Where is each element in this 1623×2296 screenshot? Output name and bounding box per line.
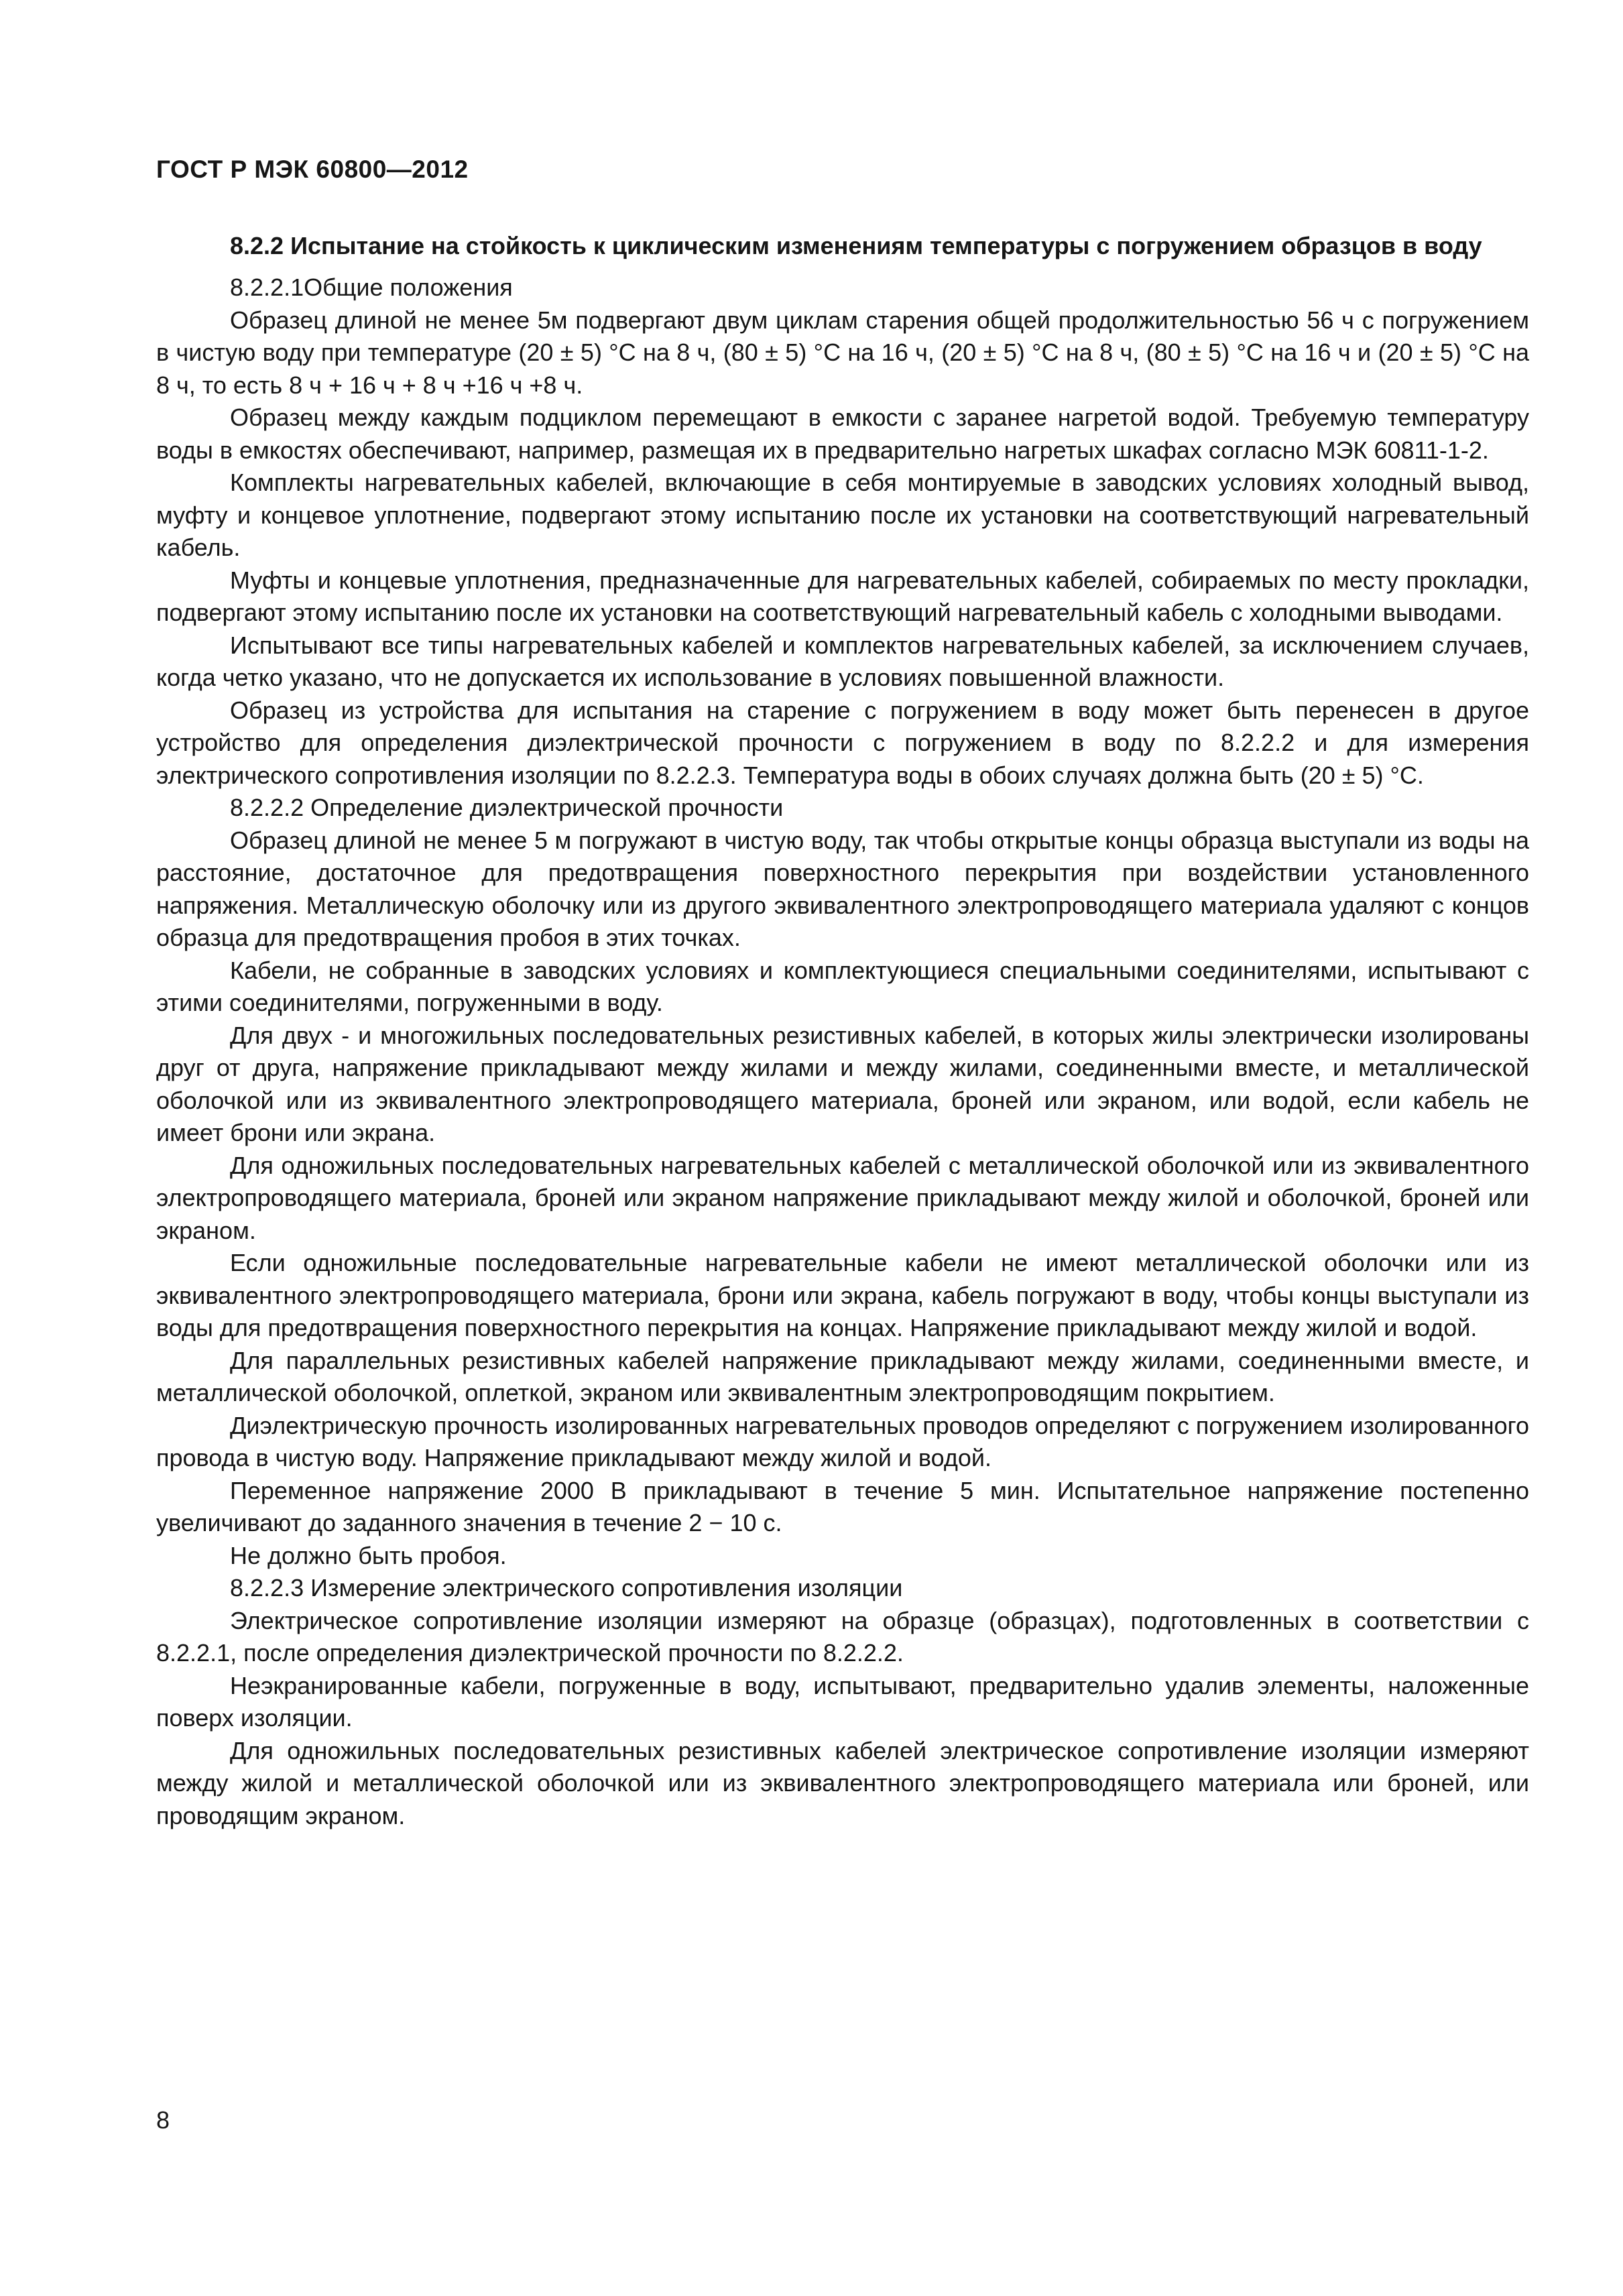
page-number: 8 — [156, 2106, 170, 2134]
paragraph: Переменное напряжение 2000 В прикладывают в течение 5 мин. Испытательное напряжение постепенно увеличивают до заданного значения в течение 2 − 10 с. — [156, 1476, 1529, 1536]
paragraph: Комплекты нагревательных кабелей, включающие в себя монтируемые в заводских условиях холодный вывод, муфту и концевое уплотнение, подвергают этому испытанию после их установки на соответствующий нагревательный кабель. — [156, 469, 1529, 561]
subsection-heading: 8.2.2.1Общие положения — [230, 274, 513, 301]
paragraph: Диэлектрическую прочность изолированных нагревательных проводов определяют с погружением изолированного провода в чистую воду. Напряжение прикладывают между жилой и водой. — [156, 1411, 1529, 1471]
paragraph: Образец между каждым подциклом перемещают в емкости с заранее нагретой водой. Требуемую температуру воды в емкостях обеспечивают, например, размещая их в предварительно нагретых шкафах согласно МЭК 60811-1-2. — [156, 404, 1529, 464]
document-header: ГОСТ Р МЭК 60800—2012 — [156, 156, 469, 183]
paragraph: Кабели, не собранные в заводских условиях и комплектующиеся специальными соединителями, испытывают с этими соединителями, погруженными в воду. — [156, 956, 1529, 1016]
paragraph: Для параллельных резистивных кабелей напряжение прикладывают между жилами, соединенными вместе, и металлической оболочкой, оплеткой, экраном или эквивалентным электропроводящим покрытием. — [156, 1346, 1529, 1406]
paragraph: Неэкранированные кабели, погруженные в воду, испытывают, предварительно удалив элементы, наложенные поверх изоляции. — [156, 1671, 1529, 1732]
paragraph: Для одножильных последовательных нагревательных кабелей с металлической оболочкой или из эквивалентного электропроводящего материала, броней или экраном напряжение прикладывают между жилой и оболочкой, броней или экраном. — [156, 1151, 1529, 1244]
paragraph: Если одножильные последовательные нагревательные кабели не имеют металлической оболочки или из эквивалентного электропроводящего материала, брони или экрана, кабель погружают в воду, чтобы концы выступали из воды для предотвращения поверхностного перекрытия на концах. Напряжение прикладывают между жилой и водой. — [156, 1249, 1529, 1341]
paragraph: Образец длиной не менее 5м подвергают двум циклам старения общей продолжительностью 56 ч с погружением в чистую воду при температуре (20 ± 5) °С на 8 ч, (80 ± 5) °С на 16 ч, (20 ± 5) °С на 8 ч, (80 ± 5) °С на 16 ч и (20 ± 5) °С на 8 ч, то есть 8 ч + 16 ч + 8 ч +16 ч +8 ч. — [156, 306, 1529, 399]
paragraph: Для двух - и многожильных последовательных резистивных кабелей, в которых жилы электрически изолированы друг от друга, напряжение прикладывают между жилами и между жилами, соединенными вместе, и металлической оболочкой или из эквивалентного электропроводящего материала, броней или экраном, или водой, если кабель не имеет брони или экрана. — [156, 1021, 1529, 1146]
paragraph: Образец длиной не менее 5 м погружают в чистую воду, так чтобы открытые концы образца выступали из воды на расстояние, достаточное для предотвращения поверхностного перекрытия при воздействии установленного напряжения. Металлическую оболочку или из другого эквивалентного электропроводящего материала удаляют с концов образца для предотвращения пробоя в этих точках. — [156, 826, 1529, 951]
subsection-heading: 8.2.2.2 Определение диэлектрической прочности — [230, 794, 784, 821]
subsection-heading: 8.2.2.3 Измерение электрического сопротивления изоляции — [230, 1574, 903, 1602]
paragraph: Образец из устройства для испытания на старение с погружением в воду может быть перенесен в другое устройство для определения диэлектрической прочности с погружением в воду по 8.2.2.2 и для измерения электрического сопротивления изоляции по 8.2.2.3. Температура воды в обоих случаях должна быть (20 ± 5) °С. — [156, 696, 1529, 789]
document-body — [156, 228, 1529, 1832]
paragraph: Муфты и концевые уплотнения, предназначенные для нагревательных кабелей, собираемых по месту прокладки, подвергают этому испытанию после их установки на соответствующий нагревательный кабель с холодными выводами. — [156, 566, 1529, 626]
section-title: 8.2.2 Испытание на стойкость к циклическим изменениям температуры с погружением образцов в воду — [230, 232, 1482, 259]
paragraph: Для одножильных последовательных резистивных кабелей электрическое сопротивление изоляции измеряют между жилой и металлической оболочкой или из эквивалентного электропроводящего материала или броней, или проводящим экраном. — [156, 1736, 1529, 1829]
paragraph: Электрическое сопротивление изоляции измеряют на образце (образцах), подготовленных в соответствии с 8.2.2.1, после определения диэлектрической прочности по 8.2.2.2. — [156, 1606, 1529, 1667]
paragraph: Испытывают все типы нагревательных кабелей и комплектов нагревательных кабелей, за исключением случаев, когда четко указано, что не допускается их использование в условиях повышенной влажности. — [156, 631, 1529, 691]
paragraph: Не должно быть пробоя. — [230, 1541, 507, 1569]
